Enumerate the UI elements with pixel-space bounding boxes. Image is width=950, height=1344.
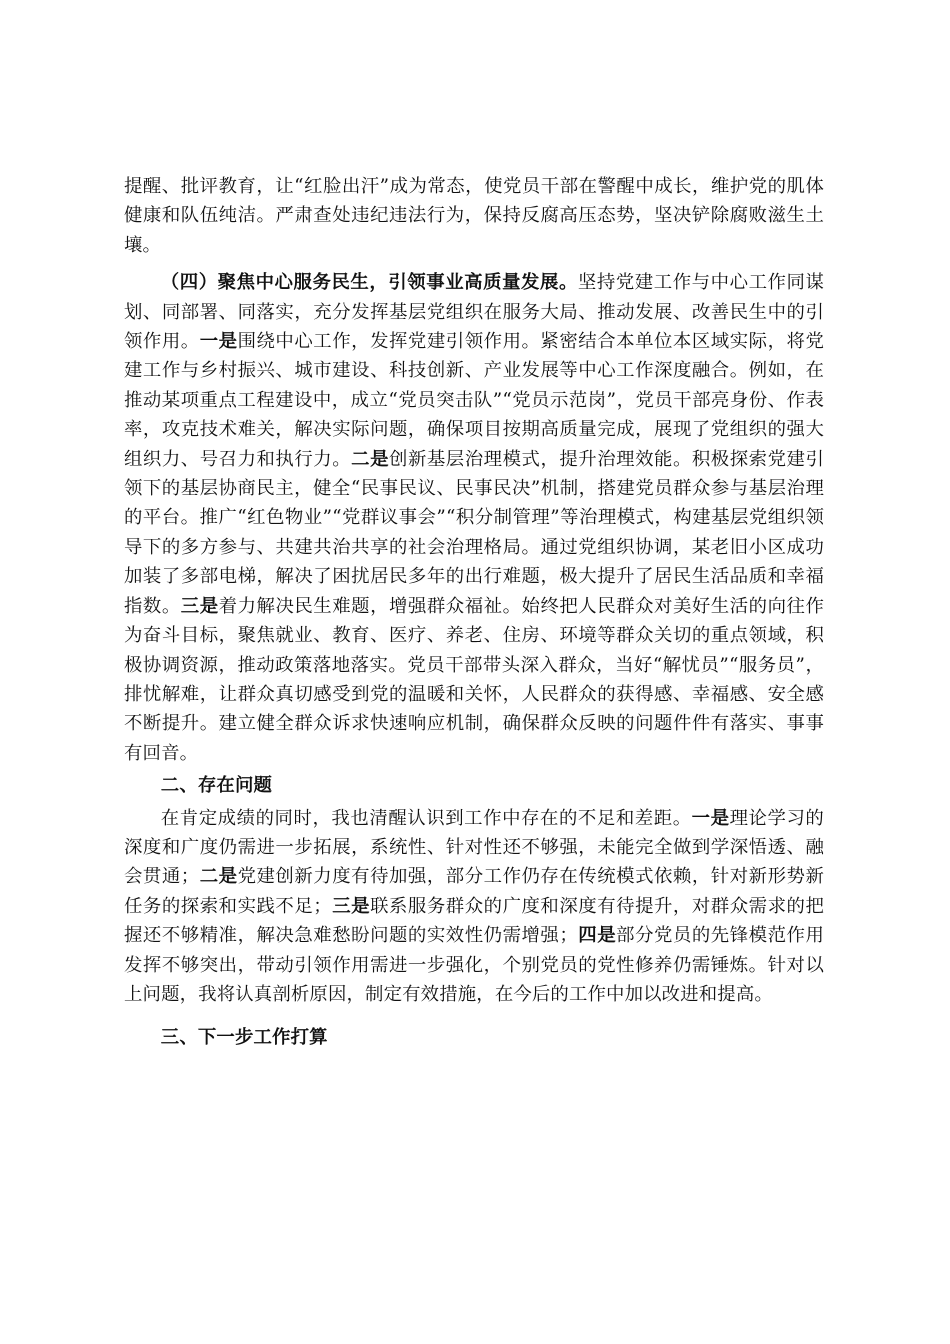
- problems-point-1-label: 一是: [691, 807, 730, 829]
- problems-point-3-label: 三是: [331, 895, 371, 917]
- document-body: [124, 172, 824, 1053]
- problems-point-4-label: 四是: [577, 925, 617, 947]
- section-4-intro: 坚持党建工作与中心工作同谋划、同部署、同落实，充分发挥基层党组织在服务大局、推动发展、改善民生中的引领作用。: [124, 272, 824, 353]
- paragraph-problems: [124, 804, 824, 1010]
- problems-intro: 在肯定成绩的同时，我也清醒认识到工作中存在的不足和差距。: [160, 807, 692, 829]
- section-4-title: （四）聚焦中心服务民生，引领事业高质量发展。: [160, 272, 578, 294]
- problems-point-4-text: 部分党员的先锋模范作用发挥不够突出，带动引领作用需进一步强化，个别党员的党性修养仍需锤炼。针对以上问题，我将认真剖析原因，制定有效措施，在今后的工作中加以改进和提高。: [124, 925, 824, 1005]
- section-4-point-2-label: 二是: [351, 448, 390, 470]
- problems-point-2-label: 二是: [199, 866, 238, 888]
- problems-point-3-text: 联系服务群众的广度和深度有待提升，对群众需求的把握还不够精准，解决急难愁盼问题的实效性仍需增强；: [124, 895, 824, 947]
- section-4-point-1-label: 一是: [199, 331, 238, 353]
- heading-problems: 二、存在问题: [160, 775, 273, 797]
- paragraph-continuation: [124, 172, 824, 260]
- section-4-point-2-text: 创新基层治理模式，提升治理效能。积极探索党建引领下的基层协商民主，健全“民事民议、民事民决”机制，搭建党员群众参与基层治理的平台。推广“红色物业”“党群议事会”“积分制管理”等治理模式，构建基层党组织领导下的多方参与、共建共治共享的社会治理格局。通过党组织协调，某老旧小区成功加装了多部电梯，解决了困扰居民多年的出行难题，极大提升了居民生活品质和幸福指数。: [124, 448, 824, 617]
- heading-next-steps: 三、下一步工作打算: [160, 1027, 328, 1049]
- problems-point-1-text: 理论学习的深度和广度仍需进一步拓展，系统性、针对性还不够强，未能完全做到学深悟透、融会贯通；: [124, 807, 824, 888]
- continuation-text: 提醒、批评教育，让“红脸出汗”成为常态，使党员干部在警醒中成长，维护党的肌体健康和队伍纯洁。严肃查处违纪违法行为，保持反腐高压态势，坚决铲除腐败滋生土壤。: [124, 176, 824, 256]
- section-4-point-3-text: 着力解决民生难题，增强群众福祉。始终把人民群众对美好生活的向往作为奋斗目标，聚焦就业、教育、医疗、养老、住房、环境等群众关切的重点领域，积极协调资源，推动政策落地落实。党员干部带头深入群众，当好“解忧员”“服务员”，排忧解难，让群众真切感受到党的温暖和关怀，人民群众的获得感、幸福感、安全感不断提升。建立健全群众诉求快速响应机制，确保群众反映的问题件件有落实、事事有回音。: [124, 595, 824, 764]
- problems-point-2-text: 党建创新力度有待加强，部分工作仍存在传统模式依赖，针对新形势新任务的探索和实践不足；: [124, 866, 824, 917]
- section-4-point-1-text: 围绕中心工作，发挥党建引领作用。紧密结合本单位本区域实际，将党建工作与乡村振兴、城市建设、科技创新、产业发展等中心工作深度融合。例如，在推动某项重点工程建设中，成立“党员突击队”“党员示范岗”，党员干部亮身份、作表率，攻克技术难关，解决实际问题，确保项目按期高质量完成，展现了党组织的强大组织力、号召力和执行力。: [124, 331, 824, 470]
- section-4-point-3-label: 三是: [180, 595, 219, 617]
- paragraph-section-4: [124, 268, 824, 768]
